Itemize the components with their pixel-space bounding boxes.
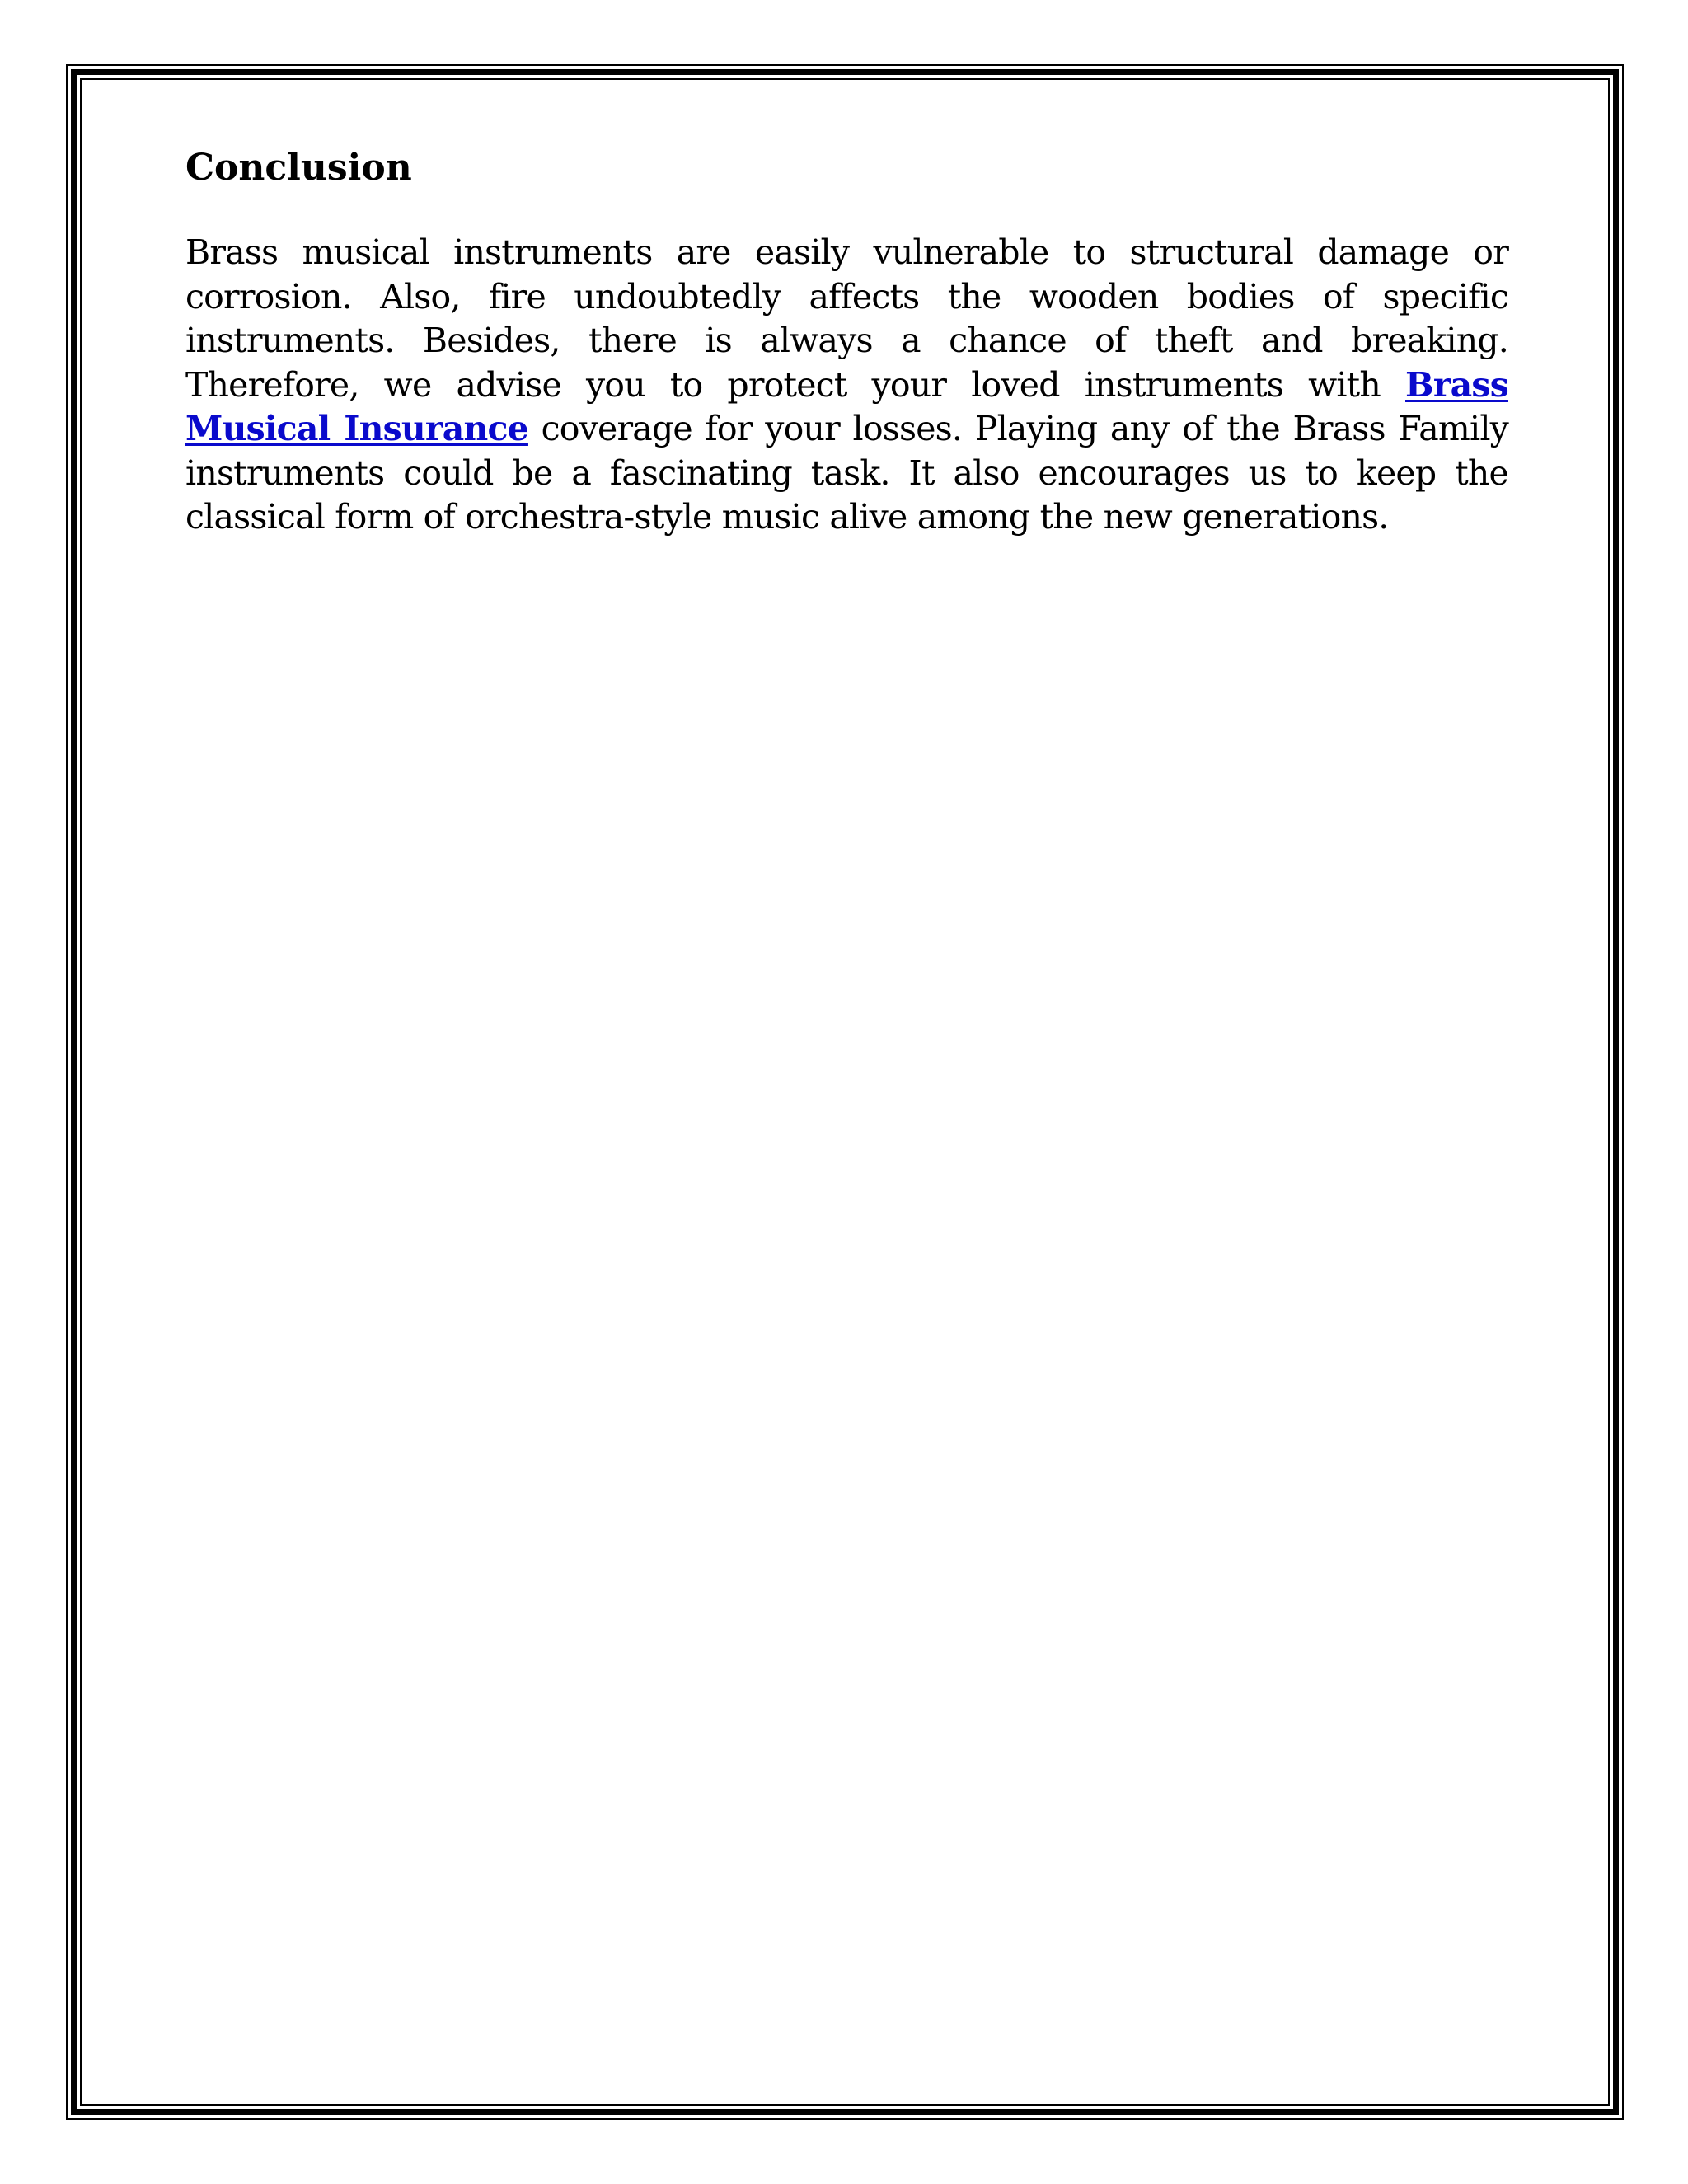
conclusion-paragraph — [185, 231, 1508, 540]
brass-musical-insurance-link[interactable]: Brass Musical Insurance — [185, 364, 1508, 448]
document-content — [185, 145, 1508, 540]
paragraph-text-after-link: coverage for your losses. Playing any of the Brass Family instruments could be a fascinating task. It also encourages us to keep the classical form of orchestra-style music alive among the new generations. — [185, 409, 1508, 537]
section-heading: Conclusion — [185, 147, 412, 189]
paragraph-text-before-link: Brass musical instruments are easily vulnerable to structural damage or corrosion. Also, fire undoubtedly affects the wooden bodies of specific instruments. Besides, there is always a chance of theft and breaking. Therefore, we advise you to protect your loved instruments with — [185, 232, 1508, 405]
